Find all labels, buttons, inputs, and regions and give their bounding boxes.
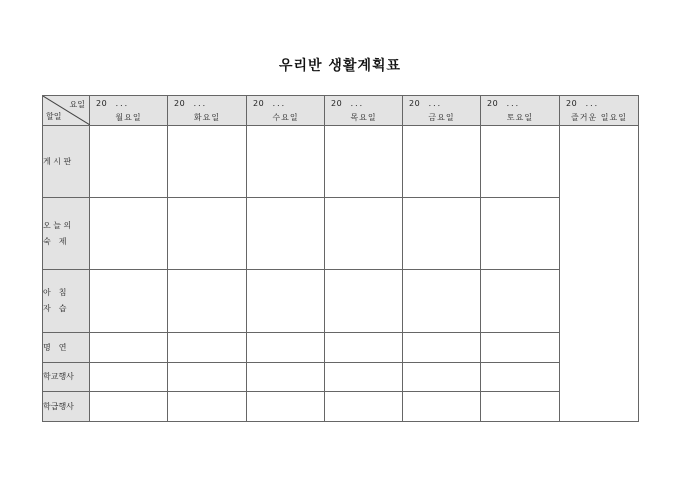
day-header-wed xyxy=(247,96,325,126)
plan-cell[interactable] xyxy=(481,363,560,392)
row-label-line: 숙 제 xyxy=(43,236,67,246)
day-header-mon xyxy=(90,96,168,126)
day-name: 즐거운 일요일 xyxy=(571,112,627,122)
plan-cell[interactable] xyxy=(481,126,560,198)
corner-task-label: 할일 xyxy=(46,112,62,121)
table-row xyxy=(43,363,639,392)
plan-cell[interactable] xyxy=(403,270,481,333)
row-label-line: 학급행사 xyxy=(43,401,74,411)
plan-cell[interactable] xyxy=(247,363,325,392)
sunday-cell[interactable] xyxy=(560,126,639,422)
plan-cell[interactable] xyxy=(90,126,168,198)
plan-cell[interactable] xyxy=(168,333,247,363)
plan-cell[interactable] xyxy=(403,198,481,270)
day-name: 토요일 xyxy=(506,112,534,122)
table-row xyxy=(43,126,639,198)
plan-cell[interactable] xyxy=(90,333,168,363)
plan-table xyxy=(42,95,639,422)
plan-cell[interactable] xyxy=(247,126,325,198)
day-name: 목요일 xyxy=(350,112,377,122)
plan-cell[interactable] xyxy=(403,126,481,198)
plan-cell[interactable] xyxy=(168,363,247,392)
date-field[interactable]: 20 ．．． xyxy=(331,98,369,108)
plan-cell[interactable] xyxy=(403,363,481,392)
plan-cell[interactable] xyxy=(325,198,403,270)
plan-cell[interactable] xyxy=(168,198,247,270)
plan-cell[interactable] xyxy=(325,392,403,422)
table-row xyxy=(43,270,639,333)
plan-cell[interactable] xyxy=(90,392,168,422)
day-header-fri xyxy=(403,96,481,126)
plan-cell[interactable] xyxy=(90,198,168,270)
corner-day-label: 요일 xyxy=(69,100,85,109)
day-header-sat xyxy=(481,96,560,126)
row-label-line: 오 늘 의 xyxy=(43,220,72,230)
date-field[interactable]: 20 ．．． xyxy=(96,98,134,108)
corner-cell xyxy=(43,96,90,126)
plan-cell[interactable] xyxy=(481,270,560,333)
table-row xyxy=(43,333,639,363)
row-label-line: 학교행사 xyxy=(43,372,74,381)
row-label-school-events xyxy=(43,363,90,392)
plan-cell[interactable] xyxy=(481,333,560,363)
day-header-sun xyxy=(560,96,639,126)
plan-cell[interactable] xyxy=(247,198,325,270)
plan-cell[interactable] xyxy=(168,126,247,198)
row-label-homework xyxy=(43,198,90,270)
day-name: 금요일 xyxy=(428,112,455,122)
plan-cell[interactable] xyxy=(168,270,247,333)
date-field[interactable]: 20 ．．． xyxy=(487,98,525,108)
row-label-morning-study xyxy=(43,270,90,333)
plan-cell[interactable] xyxy=(325,126,403,198)
day-name: 월요일 xyxy=(115,112,142,122)
plan-cell[interactable] xyxy=(325,363,403,392)
plan-cell[interactable] xyxy=(247,392,325,422)
row-label-line: 명 연 xyxy=(43,342,67,352)
plan-cell[interactable] xyxy=(325,333,403,363)
page-title: 우리반 생활계획표 xyxy=(278,58,402,74)
plan-cell[interactable] xyxy=(325,270,403,333)
plan-cell[interactable] xyxy=(90,363,168,392)
day-header-thu xyxy=(325,96,403,126)
day-name: 화요일 xyxy=(193,112,221,122)
plan-cell[interactable] xyxy=(90,270,168,333)
plan-cell[interactable] xyxy=(481,392,560,422)
date-field[interactable]: 20 ．．． xyxy=(253,98,291,108)
row-label-board xyxy=(43,126,90,198)
date-field[interactable]: 20 ．．． xyxy=(174,98,212,108)
row-label-class-events xyxy=(43,392,90,422)
date-field[interactable]: 20 ．．． xyxy=(409,98,447,108)
plan-cell[interactable] xyxy=(403,392,481,422)
plan-cell[interactable] xyxy=(247,270,325,333)
table-row xyxy=(43,392,639,422)
row-label-line: 자 습 xyxy=(43,304,67,313)
row-label-quote xyxy=(43,333,90,363)
plan-cell[interactable] xyxy=(481,198,560,270)
day-name: 수요일 xyxy=(272,112,299,122)
day-header-tue xyxy=(168,96,247,126)
header-row xyxy=(43,96,639,126)
plan-cell[interactable] xyxy=(247,333,325,363)
date-field[interactable]: 20 ．．． xyxy=(566,98,604,108)
row-label-line: 아 침 xyxy=(43,288,67,297)
plan-cell[interactable] xyxy=(403,333,481,363)
row-label-line: 게 시 판 xyxy=(43,156,72,166)
table-row xyxy=(43,198,639,270)
plan-cell[interactable] xyxy=(168,392,247,422)
